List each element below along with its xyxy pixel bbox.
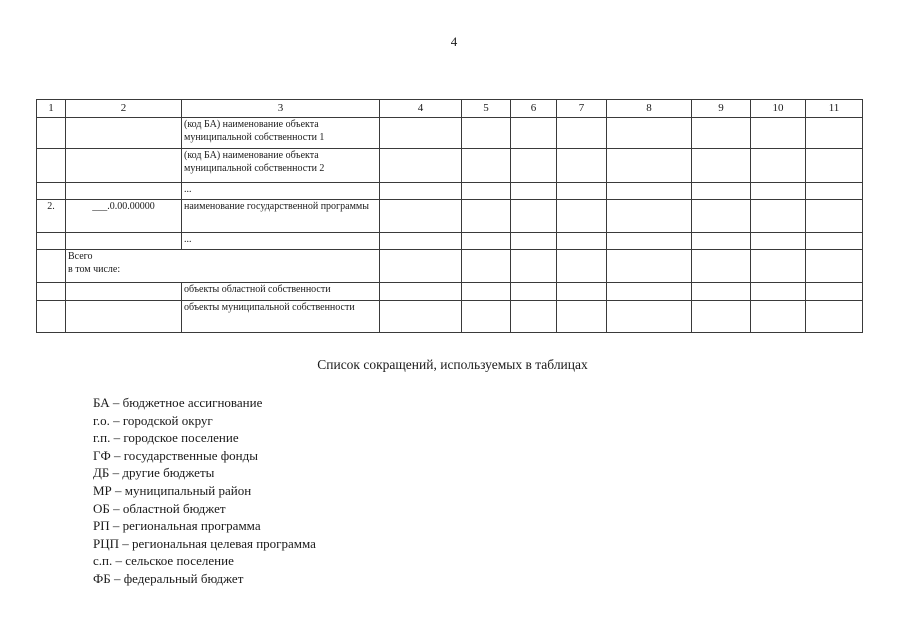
total-cell (66, 250, 380, 283)
table-row (37, 200, 863, 233)
page-number: 4 (450, 34, 458, 49)
header-cell-6: 6 (511, 100, 557, 118)
header-cell-2: 2 (66, 100, 182, 118)
total-label: Всего (68, 251, 93, 262)
abbreviation-item: ФБ – федеральный бюджет (93, 570, 244, 586)
row-number-cell: 2. (37, 200, 66, 233)
abbreviation-item: с.п. – сельское поселение (93, 553, 234, 569)
abbreviation-item: БА – бюджетное ассигнование (93, 395, 263, 410)
table-row (37, 183, 863, 200)
abbreviation-item: ДБ – другие бюджеты (93, 465, 215, 481)
header-cell-8: 8 (607, 100, 692, 118)
header-cell-7: 7 (557, 100, 607, 118)
header-cell-1: 1 (37, 100, 66, 118)
header-cell-11: 11 (806, 100, 863, 118)
abbreviation-item: МР – муниципальный район (93, 482, 252, 498)
ellipsis-cell: ... (182, 183, 380, 200)
table-row (37, 118, 863, 149)
abbreviation-item: РЦП – региональная целевая программа (93, 535, 316, 551)
header-cell-9: 9 (692, 100, 751, 118)
table-row (37, 250, 863, 283)
table-header-row (37, 100, 863, 118)
abbreviations-title: Список сокращений, используемых в таблицах (317, 357, 588, 372)
abbreviation-item: РП – региональная программа (93, 518, 261, 534)
object-name-cell: (код БА) наименование объекта муниципальной собственности 1 (182, 118, 380, 149)
abbreviation-item: ГФ – государственные фонды (93, 447, 258, 463)
program-name-cell: наименование государственной программы (182, 200, 380, 233)
regional-objects-cell: объекты областной собственности (182, 283, 380, 301)
header-cell-3: 3 (182, 100, 380, 118)
abbreviation-item: г.о. – городской округ (93, 412, 213, 428)
ellipsis-cell: ... (182, 233, 380, 250)
table-row (37, 149, 863, 183)
header-cell-10: 10 (751, 100, 806, 118)
header-cell-5: 5 (462, 100, 511, 118)
header-cell-4: 4 (380, 100, 462, 118)
table-row (37, 283, 863, 301)
abbreviation-item: г.п. – городское поселение (93, 430, 239, 446)
object-name-cell: (код БА) наименование объекта муниципальной собственности 2 (182, 149, 380, 183)
program-table (36, 99, 863, 333)
table-row (37, 233, 863, 250)
abbreviations-list (93, 394, 316, 588)
municipal-objects-cell: объекты муниципальной собственности (182, 301, 380, 333)
including-label: в том числе: (68, 264, 121, 275)
table-row (37, 301, 863, 333)
program-code-cell: ___.0.00.00000 (66, 200, 182, 233)
abbreviation-item: ОБ – областной бюджет (93, 500, 226, 516)
